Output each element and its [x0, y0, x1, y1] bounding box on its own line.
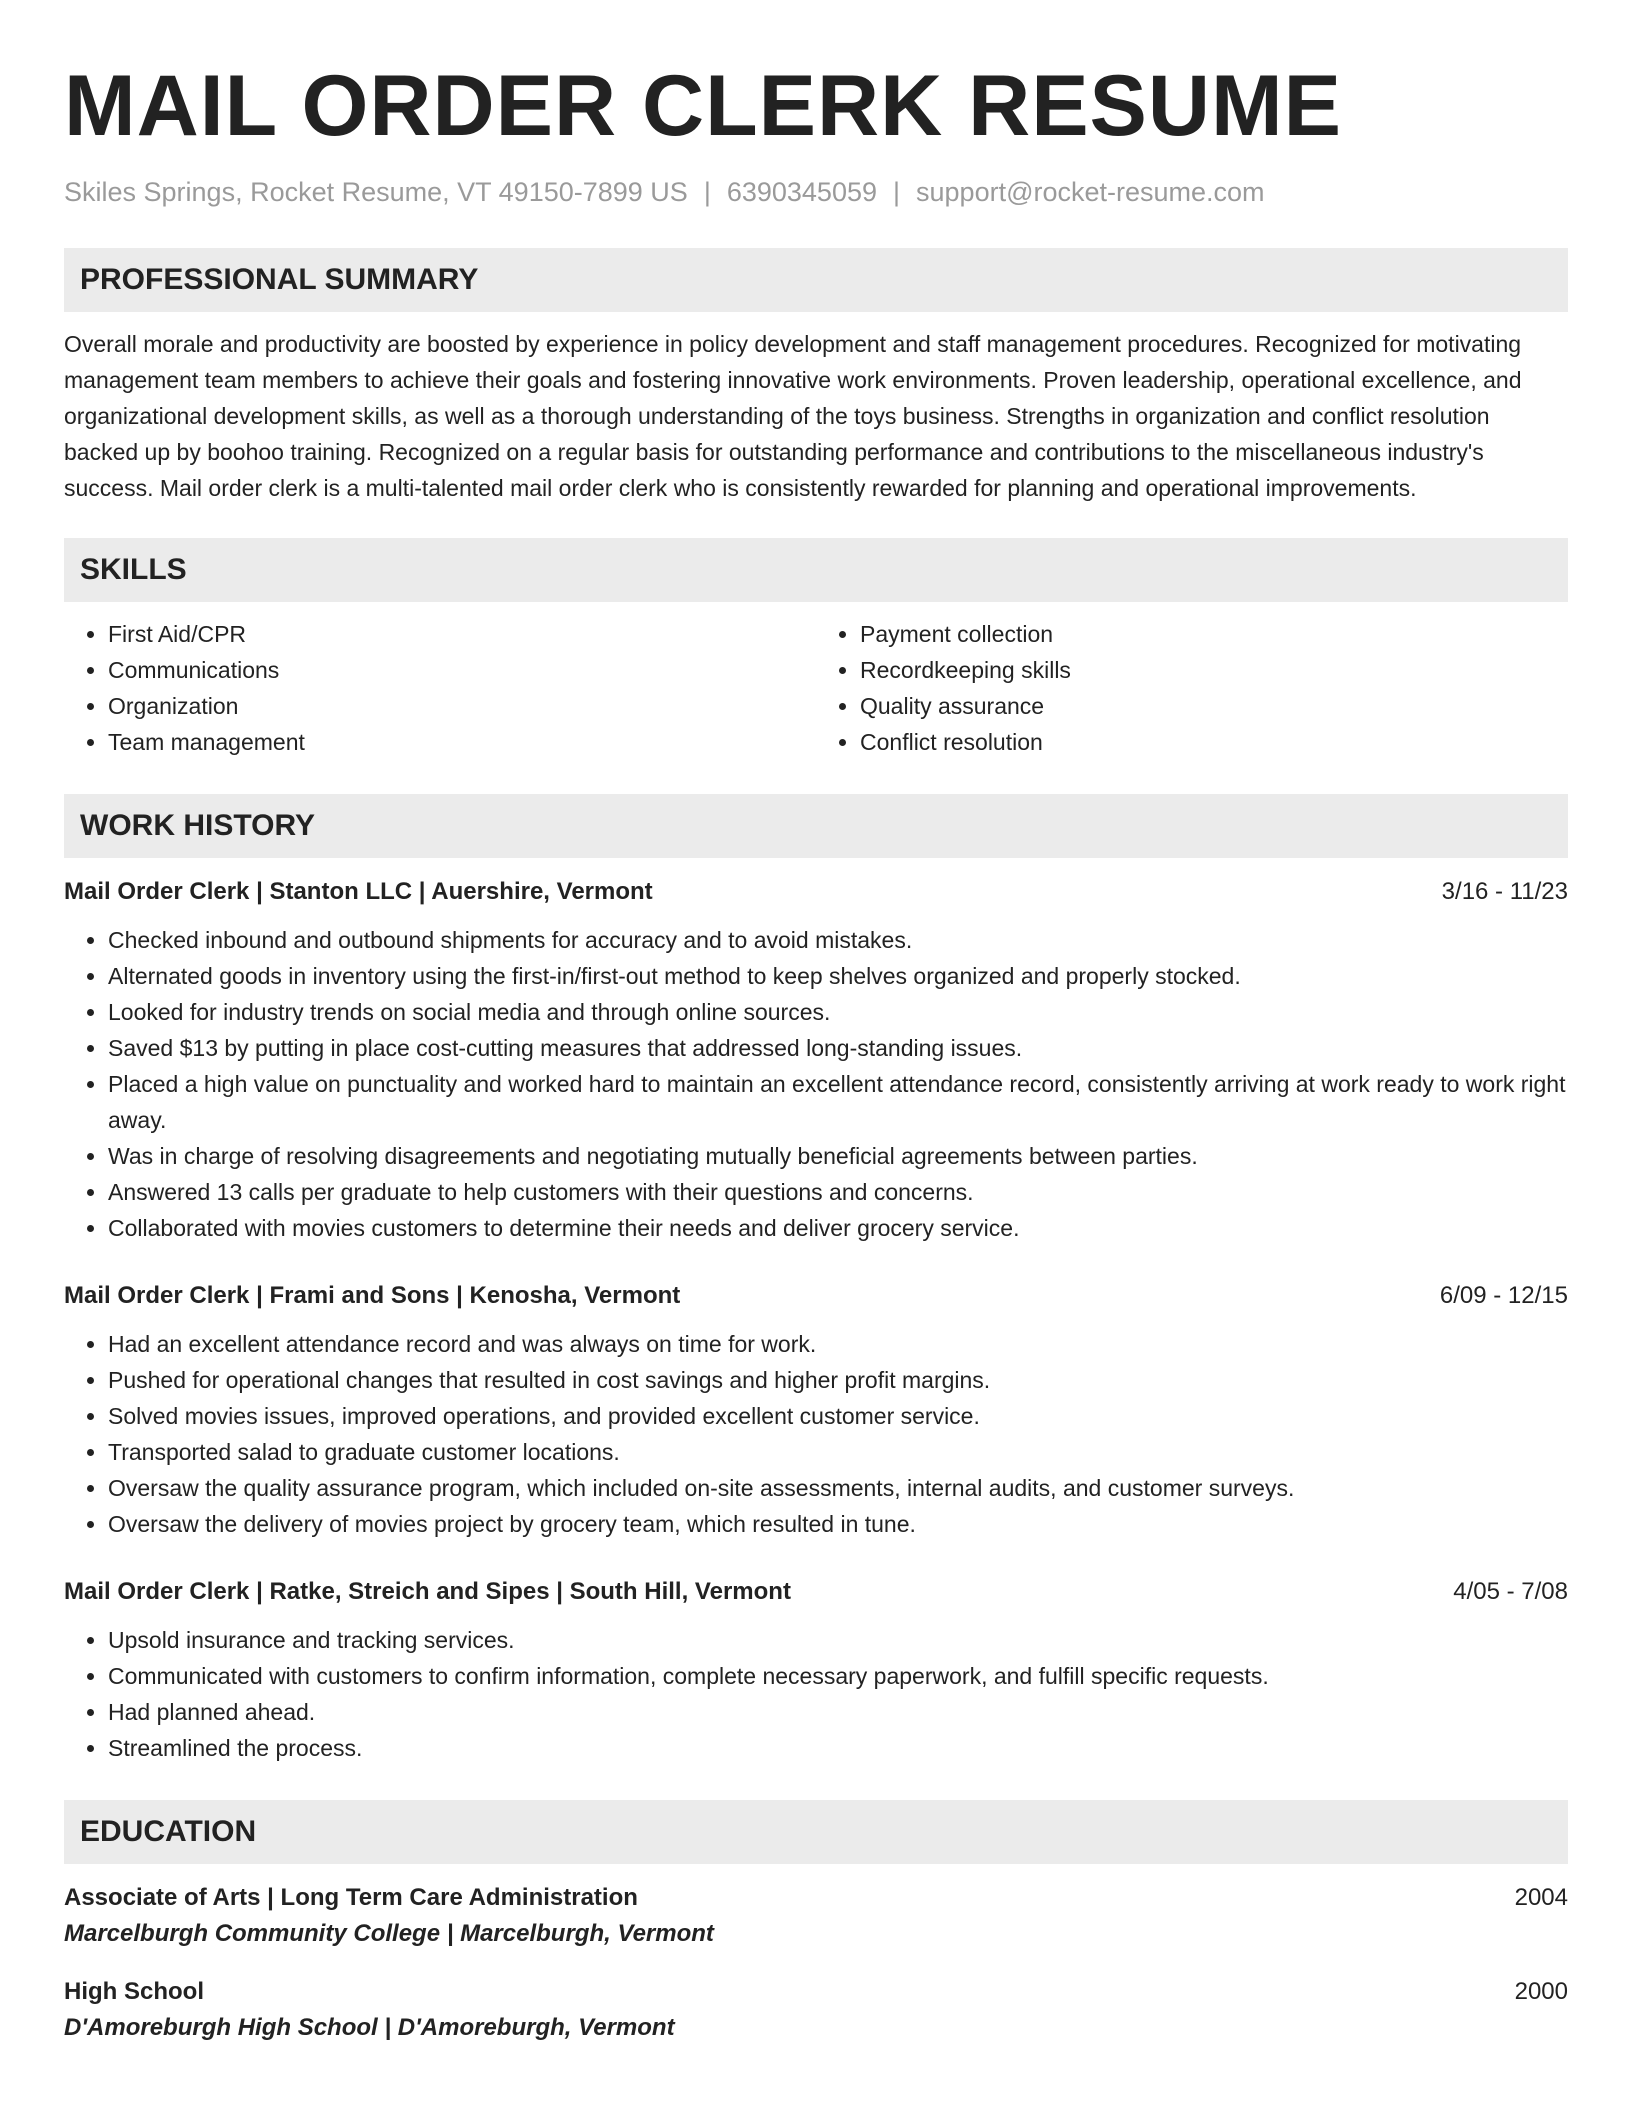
- education-header: [64, 1974, 1568, 2010]
- job-bullet: • Communicated with customers to confirm information, complete necessary paperwork, and fulfill specific requests.: [108, 1658, 1568, 1694]
- job-bullet: • Oversaw the delivery of movies project by grocery team, which resulted in tune.: [108, 1506, 1568, 1542]
- skill-item: • Organization: [108, 688, 816, 724]
- job-header: [64, 1574, 1568, 1610]
- job-bullet: • Oversaw the quality assurance program, which included on-site assessments, internal audits, and customer surveys.: [108, 1470, 1568, 1506]
- contact-phone: 6390345059: [726, 177, 877, 207]
- skills-column-left: [64, 616, 816, 760]
- education-entry: [64, 1880, 1568, 1952]
- education-entry: [64, 1974, 1568, 2046]
- job-dates: 3/16 - 11/23: [1441, 878, 1568, 905]
- skill-item: • Team management: [108, 724, 816, 760]
- section-heading-skills: SKILLS: [64, 538, 1568, 602]
- job-bullet: • Transported salad to graduate customer locations.: [108, 1434, 1568, 1470]
- section-heading-education: EDUCATION: [64, 1800, 1568, 1864]
- job-bullet: • Was in charge of resolving disagreements and negotiating mutually beneficial agreements between parties.: [108, 1138, 1568, 1174]
- education-school: D'Amoreburgh High School | D'Amoreburgh, Vermont: [64, 2014, 675, 2041]
- job-bullet: • Pushed for operational changes that resulted in cost savings and higher profit margins.: [108, 1362, 1568, 1398]
- job-bullet: • Looked for industry trends on social media and through online sources.: [108, 994, 1568, 1030]
- job-bullet: • Upsold insurance and tracking services.: [108, 1622, 1568, 1658]
- section-heading-work-history: WORK HISTORY: [64, 794, 1568, 858]
- contact-address: Skiles Springs, Rocket Resume, VT 49150-7899 US: [64, 177, 688, 207]
- job-bullet: • Alternated goods in inventory using the first-in/first-out method to keep shelves organized and properly stocked.: [108, 958, 1568, 994]
- job-bullets: [64, 922, 1568, 1246]
- education-degree: High School: [64, 1978, 204, 2005]
- skill-item: • Communications: [108, 652, 816, 688]
- skills-list: [64, 616, 1568, 760]
- education-school: Marcelburgh Community College | Marcelburgh, Vermont: [64, 1920, 714, 1947]
- contact-separator: |: [893, 177, 901, 207]
- job-bullet: • Had an excellent attendance record and was always on time for work.: [108, 1326, 1568, 1362]
- skill-item: • Quality assurance: [860, 688, 1568, 724]
- job-title: Mail Order Clerk | Stanton LLC | Auershire, Vermont: [64, 878, 653, 905]
- job-bullet: • Had planned ahead.: [108, 1694, 1568, 1730]
- job-bullet: • Solved movies issues, improved operations, and provided excellent customer service.: [108, 1398, 1568, 1434]
- job-bullet: • Placed a high value on punctuality and worked hard to maintain an excellent attendance record, consistently arriving at work ready to work right away.: [108, 1066, 1568, 1138]
- contact-line: [64, 176, 1568, 208]
- job-bullet: • Collaborated with movies customers to determine their needs and deliver grocery service.: [108, 1210, 1568, 1246]
- education-year: 2004: [1514, 1884, 1568, 1911]
- skill-item: • Recordkeeping skills: [860, 652, 1568, 688]
- skill-item: • Payment collection: [860, 616, 1568, 652]
- skill-item: • First Aid/CPR: [108, 616, 816, 652]
- job-dates: 6/09 - 12/15: [1439, 1282, 1568, 1309]
- job-title: Mail Order Clerk | Ratke, Streich and Sipes | South Hill, Vermont: [64, 1578, 791, 1605]
- education-year: 2000: [1514, 1978, 1568, 2005]
- job-title: Mail Order Clerk | Frami and Sons | Kenosha, Vermont: [64, 1282, 681, 1309]
- contact-separator: |: [703, 177, 711, 207]
- summary-text: Overall morale and productivity are boosted by experience in policy development and staff management procedures. Recognized for motivating management team members to achieve their goals and fostering innovative work environments. Proven leadership, operational excellence, and organizational development skills, as well as a thorough understanding of the toys business. Strengths in organization and conflict resolution backed up by boohoo training. Recognized on a regular basis for outstanding performance and contributions to the miscellaneous industry's success. Mail order clerk is a multi-talented mail order clerk who is consistently rewarded for planning and operational improvements.: [64, 331, 1522, 501]
- resume-title: MAIL ORDER CLERK RESUME: [64, 58, 1343, 154]
- job-bullet: • Saved $13 by putting in place cost-cutting measures that addressed long-standing issues.: [108, 1030, 1568, 1066]
- education-degree: Associate of Arts | Long Term Care Administration: [64, 1884, 638, 1911]
- job-entry: [64, 874, 1568, 1246]
- contact-email: support@rocket-resume.com: [916, 177, 1265, 207]
- skills-column-right: [816, 616, 1568, 760]
- job-dates: 4/05 - 7/08: [1453, 1578, 1568, 1605]
- job-bullet: • Checked inbound and outbound shipments for accuracy and to avoid mistakes.: [108, 922, 1568, 958]
- job-entry: [64, 1278, 1568, 1542]
- education-header: [64, 1880, 1568, 1916]
- skill-item: • Conflict resolution: [860, 724, 1568, 760]
- job-entry: [64, 1574, 1568, 1766]
- section-heading-summary: PROFESSIONAL SUMMARY: [64, 248, 1568, 312]
- job-bullet: • Streamlined the process.: [108, 1730, 1568, 1766]
- job-bullets: [64, 1326, 1568, 1542]
- job-header: [64, 874, 1568, 910]
- job-bullets: [64, 1622, 1568, 1766]
- job-header: [64, 1278, 1568, 1314]
- job-bullet: • Answered 13 calls per graduate to help customers with their questions and concerns.: [108, 1174, 1568, 1210]
